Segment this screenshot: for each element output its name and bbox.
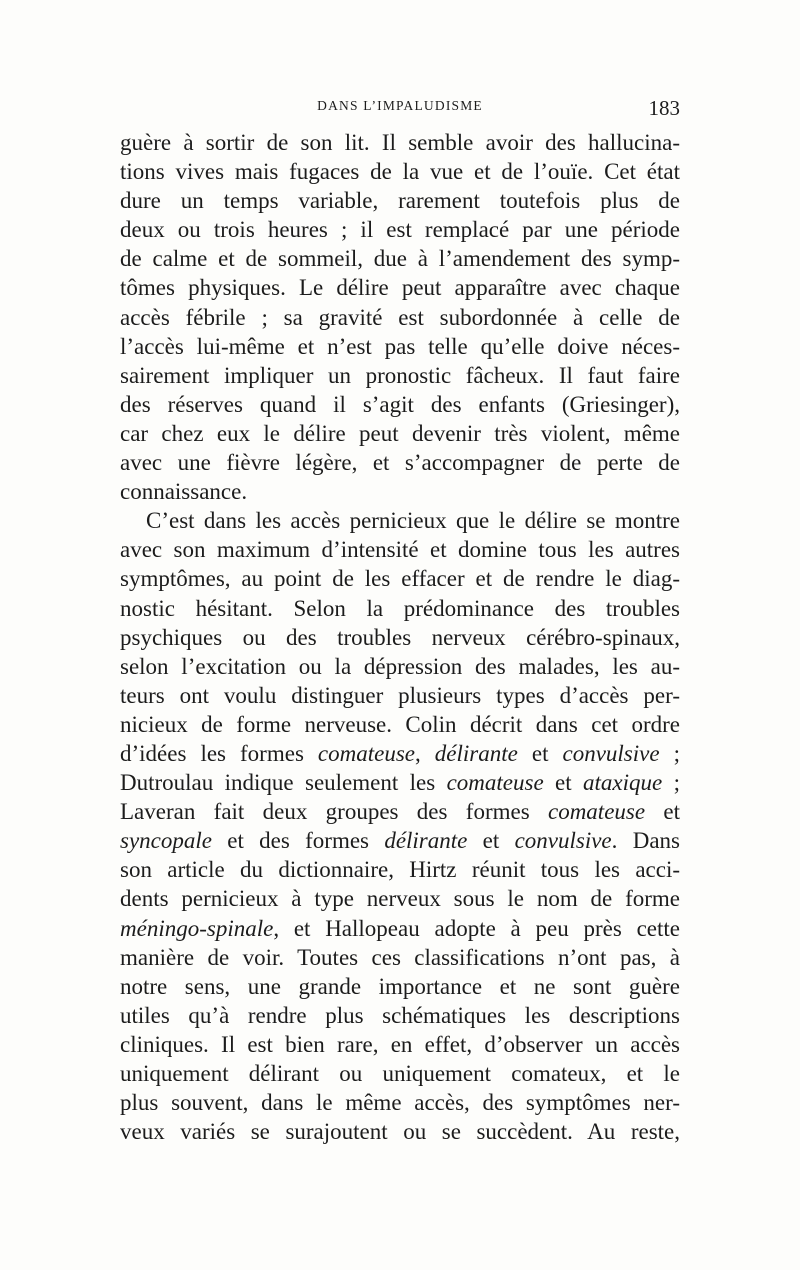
text-line [120, 768, 680, 797]
text-line [120, 739, 680, 768]
page-number: 183 [648, 96, 680, 120]
text-line: connaissance. [120, 479, 248, 505]
text-line: manière de voir. Toutes ces classifications n’ont pas, à [120, 944, 680, 970]
paragraph-1 [120, 128, 680, 506]
text-line: dure un temps variable, rarement toutefois plus de [120, 188, 680, 214]
text-segment: Laveran fait deux groupes des formes [120, 799, 548, 825]
text-segment: ; [662, 770, 681, 796]
text-segment: , [415, 740, 435, 766]
text-segment: et [645, 799, 680, 825]
italic-term: syncopale [120, 828, 212, 854]
text-line: teurs ont voulu distinguer plusieurs types d’accès per- [120, 682, 680, 708]
text-line: avec une fièvre légère, et s’accompagner de perte de [120, 450, 680, 476]
text-line: car chez eux le délire peut devenir très violent, même [120, 420, 680, 446]
text-line: uniquement délirant ou uniquement comateux, et le [120, 1061, 680, 1086]
text-line: guère à sortir de son lit. Il semble avoir des hallucina- [120, 130, 680, 155]
text-segment: et des formes [211, 828, 385, 854]
text-segment: , et Hallopeau adopte à peu près cette [273, 915, 680, 941]
text-segment: d’idées les formes [120, 740, 318, 766]
text-line: tions vives mais fugaces de la vue et de l’ouïe. Cet état [120, 159, 680, 185]
text-line [120, 914, 680, 943]
text-line: des réserves quand il s’agit des enfants (Griesinger), [120, 391, 680, 417]
text-line: accès fébrile ; sa gravité est subordonnée à celle de [120, 304, 680, 330]
text-line: avec son maximum d’intensité et domine tous les autres [120, 537, 680, 563]
text-line: selon l’excitation ou la dépression des malades, les au- [120, 653, 680, 679]
text-segment: Dutroulau indique seulement les [120, 770, 447, 796]
running-title: DANS L’IMPALUDISME [317, 98, 483, 113]
text-segment: et [517, 740, 563, 766]
text-line: plus souvent, dans le même accès, des symptômes ner- [120, 1090, 680, 1116]
text-line: sairement impliquer un pronostic fâcheux. Il faut faire [120, 362, 680, 388]
italic-term: délirante [434, 740, 518, 766]
text-line: symptômes, au point de les effacer et de rendre le diag- [120, 566, 680, 592]
italic-term: délirante [384, 828, 468, 854]
text-line: dents pernicieux à type nerveux sous le nom de forme [120, 886, 680, 912]
italic-term: convulsive [514, 828, 612, 854]
text-line [120, 797, 680, 826]
text-line: cliniques. Il est bien rare, en effet, d’observer un accès [120, 1031, 680, 1057]
italic-term: comateuse [547, 799, 646, 825]
text-line: tômes physiques. Le délire peut apparaître avec chaque [120, 275, 680, 301]
text-line: C’est dans les accès pernicieux que le délire se montre [146, 508, 680, 534]
italic-term: méningo-spinale [120, 915, 274, 941]
italic-term: convulsive [562, 740, 660, 766]
text-line: nostic hésitant. Selon la prédominance des troubles [120, 595, 680, 621]
text-line: notre sens, une grande importance et ne sont guère [120, 973, 680, 999]
paragraph-2 [120, 506, 680, 1146]
text-segment: ; [659, 740, 680, 766]
text-line: l’accès lui-même et n’est pas telle qu’elle doive néces- [120, 333, 680, 359]
text-segment: et [543, 770, 584, 796]
text-line: nicieux de forme nerveuse. Colin décrit dans cet ordre [120, 711, 680, 737]
text-line: utiles qu’à rendre plus schématiques les descriptions [120, 1002, 680, 1028]
text-line [120, 826, 680, 855]
text-line: veux variés se surajoutent ou se succèdent. Au reste, [120, 1119, 680, 1145]
italic-term: ataxique [583, 770, 663, 796]
body-text [120, 128, 680, 1146]
italic-term: comateuse [446, 770, 544, 796]
italic-term: comateuse [317, 740, 415, 766]
text-line: de calme et de sommeil, due à l’amendement des symp- [120, 246, 680, 272]
text-segment: et [467, 828, 515, 854]
running-head [120, 96, 680, 120]
text-line: son article du dictionnaire, Hirtz réunit tous les acci- [120, 857, 680, 883]
text-line: psychiques ou des troubles nerveux cérébro-spinaux, [120, 624, 680, 650]
text-segment: . Dans [611, 828, 680, 854]
text-line: deux ou trois heures ; il est remplacé par une période [120, 217, 680, 243]
